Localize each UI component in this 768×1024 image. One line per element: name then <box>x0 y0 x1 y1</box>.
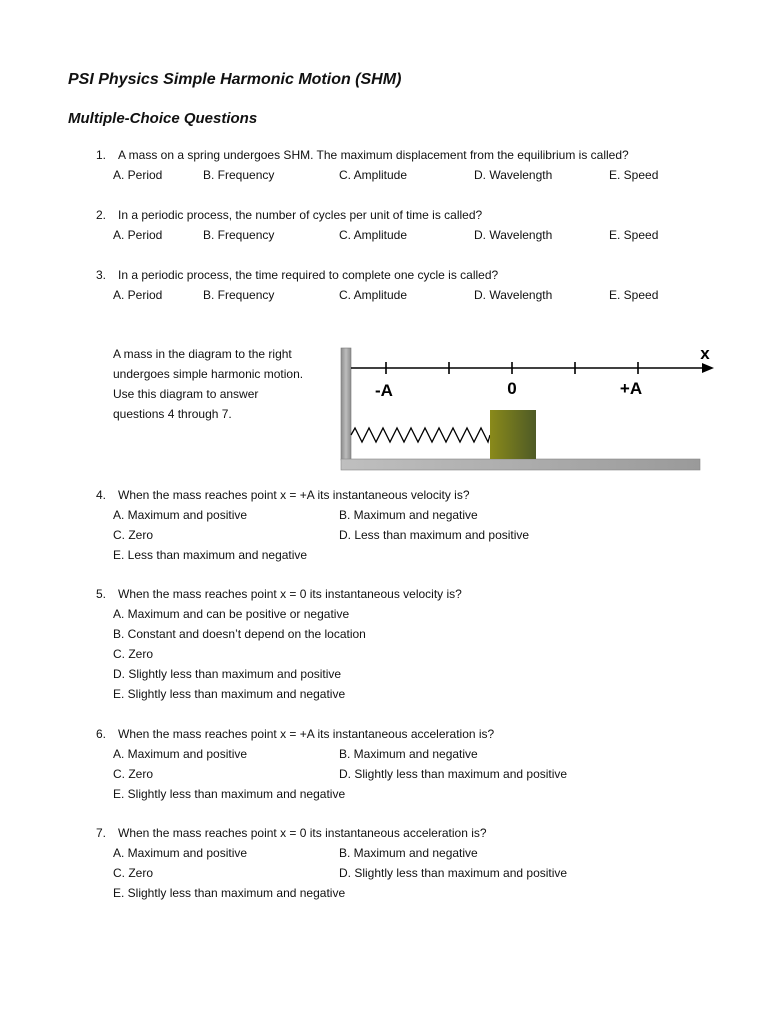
choice-a[interactable]: A. Period <box>113 288 163 302</box>
question-text: When the mass reaches point x = +A its instantaneous velocity is? <box>118 488 470 502</box>
choice-d[interactable]: D. Slightly less than maximum and positive <box>113 667 342 681</box>
page-title: PSI Physics Simple Harmonic Motion (SHM) <box>68 71 402 88</box>
section-title: Multiple-Choice Questions <box>68 110 258 127</box>
question-number: 5. <box>96 587 107 601</box>
choice-b[interactable]: B. Frequency <box>203 228 275 242</box>
choice-c[interactable]: C. Zero <box>113 767 154 781</box>
choice-b[interactable]: B. Constant and doesn’t depend on the location <box>113 627 366 641</box>
choice-c[interactable]: C. Amplitude <box>339 228 408 242</box>
choice-e[interactable]: E. Speed <box>609 288 659 302</box>
choice-e[interactable]: E. Less than maximum and negative <box>113 548 308 562</box>
question-number: 3. <box>96 268 107 282</box>
choice-c[interactable]: C. Zero <box>113 528 154 542</box>
axis-arrow-icon <box>702 363 714 373</box>
choice-b[interactable]: B. Maximum and negative <box>339 508 478 522</box>
choice-b[interactable]: B. Frequency <box>203 288 275 302</box>
choice-b[interactable]: B. Maximum and negative <box>339 846 478 860</box>
choice-a[interactable]: A. Maximum and positive <box>113 846 248 860</box>
axis-label-x: x <box>700 344 710 363</box>
question-6 <box>96 724 736 804</box>
choice-b[interactable]: B. Maximum and negative <box>339 747 478 761</box>
question-text: When the mass reaches point x = +A its instantaneous acceleration is? <box>118 727 495 741</box>
choice-c[interactable]: C. Amplitude <box>339 288 408 302</box>
wall <box>341 348 351 460</box>
question-number: 6. <box>96 727 107 741</box>
choice-d[interactable]: D. Less than maximum and positive <box>339 528 530 542</box>
question-5 <box>96 584 736 704</box>
question-number: 7. <box>96 826 107 840</box>
mass-block <box>490 410 536 459</box>
question-number: 2. <box>96 208 107 222</box>
choice-a[interactable]: A. Maximum and positive <box>113 747 248 761</box>
choice-e[interactable]: E. Speed <box>609 228 659 242</box>
question-text: When the mass reaches point x = 0 its instantaneous acceleration is? <box>118 826 487 840</box>
choice-d[interactable]: D. Slightly less than maximum and positive <box>339 866 568 880</box>
question-2 <box>96 205 736 245</box>
choice-a[interactable]: A. Period <box>113 168 163 182</box>
intro-line: Use this diagram to answer <box>113 387 259 401</box>
question-text: A mass on a spring undergoes SHM. The maximum displacement from the equilibrium is called? <box>118 148 629 162</box>
question-4 <box>96 485 736 565</box>
choice-d[interactable]: D. Slightly less than maximum and positive <box>339 767 568 781</box>
intro-line: undergoes simple harmonic motion. <box>113 367 304 381</box>
choice-e[interactable]: E. Slightly less than maximum and negative <box>113 886 346 900</box>
choice-e[interactable]: E. Speed <box>609 168 659 182</box>
choice-e[interactable]: E. Slightly less than maximum and negative <box>113 787 346 801</box>
choice-c[interactable]: C. Amplitude <box>339 168 408 182</box>
choice-e[interactable]: E. Slightly less than maximum and negative <box>113 687 346 701</box>
choice-a[interactable]: A. Maximum and can be positive or negative <box>113 607 350 621</box>
shm-diagram-svg <box>336 340 716 475</box>
shm-diagram <box>336 340 716 480</box>
label-plus-a: +A <box>619 379 643 398</box>
question-number: 1. <box>96 148 107 162</box>
label-zero: 0 <box>507 379 517 398</box>
diagram-intro <box>113 344 333 424</box>
choice-a[interactable]: A. Period <box>113 228 163 242</box>
question-number: 4. <box>96 488 107 502</box>
intro-line: A mass in the diagram to the right <box>113 347 292 361</box>
question-text: In a periodic process, the time required to complete one cycle is called? <box>118 268 499 282</box>
choice-d[interactable]: D. Wavelength <box>474 168 553 182</box>
spring <box>351 428 490 442</box>
choice-a[interactable]: A. Maximum and positive <box>113 508 248 522</box>
label-minus-a: -A <box>375 381 393 400</box>
choice-d[interactable]: D. Wavelength <box>474 228 553 242</box>
choice-c[interactable]: C. Zero <box>113 866 154 880</box>
question-1 <box>96 145 736 185</box>
choice-b[interactable]: B. Frequency <box>203 168 275 182</box>
question-3 <box>96 265 736 305</box>
choice-d[interactable]: D. Wavelength <box>474 288 553 302</box>
question-text: In a periodic process, the number of cycles per unit of time is called? <box>118 208 483 222</box>
choice-c[interactable]: C. Zero <box>113 647 154 661</box>
question-text: When the mass reaches point x = 0 its instantaneous velocity is? <box>118 587 462 601</box>
floor <box>341 459 700 470</box>
intro-line: questions 4 through 7. <box>113 407 232 421</box>
question-7 <box>96 823 736 903</box>
